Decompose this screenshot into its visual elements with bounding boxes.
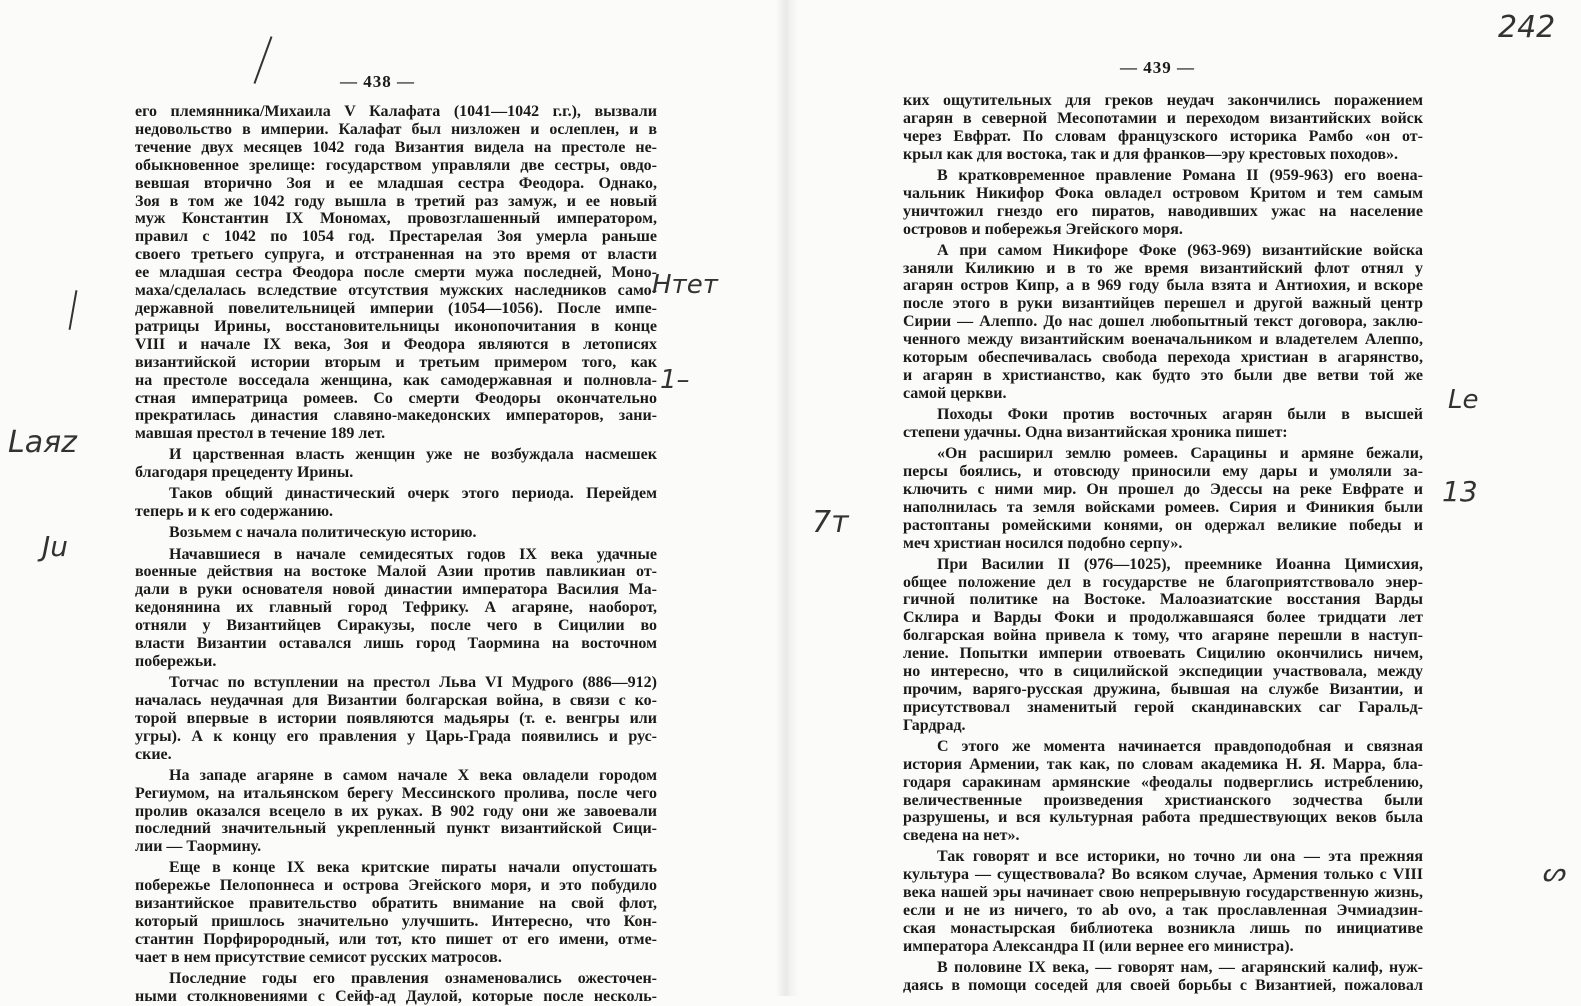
- text-line: ких ощутительных для греков неудач закончились поражением: [903, 92, 1423, 109]
- text-line: вевшая вторично Зоя и ее младшая сестра Феодора. Однако,: [135, 174, 657, 192]
- text-line: ченного между византийским военачальником и владетелем Алеппо,: [903, 331, 1423, 349]
- text-line: персы боялись, и отовсюду приносили ему дары и умоляли за-: [903, 462, 1423, 480]
- text-line: дали в руки основателя новой династии императора Василия Ма-: [135, 581, 657, 599]
- text-line: века нашей эры начинает свою непрерывную государственную жизнь,: [903, 884, 1423, 902]
- text-line: ратрицы Ирины, восстановительницы иконопочитания в конце: [135, 317, 657, 335]
- paragraph: [903, 556, 1423, 735]
- text-line: VIII и начале IX века, Зоя и Феодора являются в летописях: [135, 335, 657, 353]
- text-line: агарян в северной Месопотамии и переходом византийских войск: [903, 109, 1423, 127]
- text-line: державной повелительницей империи (1054—1056). После импе-: [135, 299, 657, 317]
- paragraph: [135, 485, 657, 521]
- text-line: стная императрица ромеев. Со смерти Феодоры окончательно: [135, 389, 657, 407]
- text-line: островов и побережья Эгейского моря.: [903, 220, 1183, 238]
- text-line: византийское правительство обратить внимание на свой флот,: [135, 895, 657, 913]
- handwritten-note: 1–: [660, 365, 690, 395]
- text-line: И царственная власть женщин уже не возбуждала насмешек: [169, 446, 657, 464]
- text-line: В кратковременное правление Романа II (959-963) его воена-: [937, 166, 1423, 184]
- text-line: своего третьего супруга, и отстраненная на это время от власти: [135, 246, 657, 264]
- text-line: обыкновенное зрелище: государством управляли две сестры, овдо-: [135, 156, 657, 174]
- text-line: «Он расширил землю ромеев. Сарацины и армяне бежали,: [937, 444, 1423, 462]
- text-line: Возьмем с начала политическую историю.: [169, 524, 477, 542]
- text-line: муж Константин IX Мономах, провозглашенный императором,: [135, 210, 657, 228]
- text-line: ными столкновениями с Сейф-ад Даулой, которые после несколь-: [135, 988, 657, 1005]
- paragraph: [903, 959, 1423, 995]
- page-number: — 439 —: [1120, 58, 1195, 77]
- paragraph: [903, 92, 1423, 164]
- text-line: Гардрад.: [903, 716, 966, 734]
- text-line: чает в нем присутствие семисот русских матросов.: [135, 949, 502, 966]
- paragraph: [903, 242, 1423, 403]
- text-line: ские.: [135, 745, 172, 763]
- text-line: Тотчас по вступлении на престол Льва VI Мудрого (886—912): [169, 674, 657, 692]
- handwritten-note: Le: [1448, 385, 1479, 415]
- text-line: история Армении, так как, по словам академика Н. Я. Марра, бла-: [903, 755, 1423, 773]
- text-line: крыл как для востока, так и для франков—эру крестовых походов».: [903, 145, 1399, 163]
- text-line: течение двух месяцев 1042 года Византия видела на престоле не-: [135, 138, 657, 156]
- text-line: годаря саракинам армянские «феодалы подверглись истреблению,: [903, 773, 1423, 791]
- text-line: но интересно, что в сицилийской экспедиции участвовала, между: [903, 663, 1423, 681]
- text-line: побережьи.: [135, 652, 217, 670]
- paragraph: [135, 767, 657, 857]
- text-line: степени удачны. Одна византийская хроника пишет:: [903, 423, 1288, 441]
- text-line: растоптаны ромейскими конями, он одержал великие победы и: [903, 516, 1423, 534]
- text-line: византийской истории вторым и третьим примером того, как: [135, 353, 657, 371]
- paragraph: [135, 524, 657, 542]
- text-line: Таков общий династический очерк этого периода. Перейдем: [169, 485, 657, 503]
- text-line: самой церкви.: [903, 384, 1007, 402]
- text-line: присутствовал знаменитый герой скандинавских саг Гаральд-: [903, 698, 1423, 716]
- text-line: последний значительный укрепленный пункт византийской Сици-: [135, 820, 657, 838]
- text-line: после этого в руки византийцев перешел и другой важный центр: [903, 295, 1423, 313]
- text-line: недовольство в империи. Калафат был низложен и ослеплен, и в: [135, 120, 657, 138]
- text-line: При Василии II (976—1025), преемнике Иоанна Цимисхия,: [937, 555, 1423, 573]
- text-line: Так говорят и все историки, но точно ли она — эта прежняя: [937, 848, 1423, 866]
- text-line: величественные произведения христианского зодчества были: [903, 791, 1423, 809]
- paragraph: [903, 167, 1423, 239]
- text-line: Региумом, на итальянском берегу Мессинского пролива, после чего: [135, 784, 657, 802]
- text-line: пролив оказался всецело в их руках. В 902 году они же завоевали: [135, 802, 657, 820]
- handwritten-note: Нтет: [652, 270, 718, 300]
- text-line: стантин Порфирородный, или тот, кто пишет от его имени, отме-: [135, 931, 657, 949]
- text-line: благодаря прецеденту Ирины.: [135, 464, 354, 482]
- text-line: болгарская война привела к тому, что агаряне перешли в наступ-: [903, 627, 1423, 645]
- text-line: и агарян в христианство, как будто это были две ветви той же: [903, 366, 1423, 384]
- handwritten-page-number: 242: [1498, 10, 1556, 45]
- paragraph: [135, 103, 657, 443]
- handwritten-note: Laяz: [8, 425, 77, 460]
- text-line: началась неудачная для Византии болгарская война, в связи с ко-: [135, 691, 657, 709]
- paragraph: [903, 445, 1423, 552]
- text-line: Еще в конце IX века критские пираты начали опустошать: [169, 859, 657, 877]
- text-line: Последние годы его правления ознаменовались ожесточен-: [169, 970, 657, 988]
- paragraph: [135, 446, 657, 482]
- text-line: Зоя в том же 1042 году вышла в третий раз замуж, и ее новый: [135, 192, 657, 210]
- text-line: угры). А к концу его правления у Царь-Града появились и рус-: [135, 727, 657, 745]
- text-line: общее положение дел в государстве не благоприятствовало энер-: [903, 573, 1423, 591]
- text-line: агарян остров Кипр, а в 969 году была взята и Антиохия, и вскоре: [903, 277, 1423, 295]
- text-line: мавшая престол в течение 189 лет.: [135, 425, 386, 443]
- text-line: через Евфрат. По словам французского историка Рамбо «он от-: [903, 127, 1423, 145]
- text-line: гичной политике на Востоке. Малоазиатские восстания Варды: [903, 591, 1423, 609]
- text-line: Походы Фоки против восточных агарян были в высшей: [937, 405, 1423, 423]
- paragraph: [135, 970, 657, 1006]
- text-line: ская монастырская библиотека возникла лишь по инициативе: [903, 920, 1423, 938]
- text-line: торой впервые в истории появляются мадьяры (т. е. венгры или: [135, 709, 657, 727]
- text-line: С этого же момента начинается правдоподобная и связная: [937, 737, 1423, 755]
- handwritten-note: 13: [1442, 475, 1478, 508]
- text-line: правил с 1042 по 1054 год. Престарелая Зоя умерла раньше: [135, 228, 657, 246]
- text-line: маха/сделалась вследствие отсутствия мужских наследников само-: [135, 282, 657, 300]
- paragraph: [903, 406, 1423, 442]
- handwritten-note: ᔕ: [1543, 858, 1567, 888]
- text-line: прекратилась династия славяно-македонских императоров, зани-: [135, 407, 657, 425]
- paragraph: [135, 674, 657, 764]
- text-line: побережье Пелопоннеса и острова Эгейского моря, и это побудило: [135, 877, 657, 895]
- paragraph: [135, 859, 657, 966]
- paragraph: [135, 546, 657, 671]
- text-line: даясь в помощи соседей для своей борьбы с Византией, пожаловал: [903, 977, 1423, 994]
- paragraph: [903, 738, 1423, 845]
- text-line: Склира и Варды Фоки и продолжавшаяся более тридцати лет: [903, 609, 1423, 627]
- text-line: сведена на нет».: [903, 827, 1020, 845]
- text-line: на престоле восседала женщина, как самодержавная и полновла-: [135, 371, 657, 389]
- left-page: [0, 0, 790, 1005]
- text-line: На западе агаряне в самом начале X века овладели городом: [169, 766, 657, 784]
- text-line: ключить с ними мир. Он прошел до Эдессы на реке Евфрате и: [903, 480, 1423, 498]
- text-line: императора Александра II (или вернее его министра).: [903, 938, 1294, 955]
- text-line: отняли у Византийцев Сиракузы, после чего в Сицилии во: [135, 617, 657, 635]
- text-line: кедонянина их главный город Тефрику. А агаряне, наоборот,: [135, 599, 657, 617]
- text-line: А при самом Никифоре Фоке (963-969) византийские войска: [937, 241, 1423, 259]
- text-line: Начавшиеся в начале семидесятых годов IX века удачные: [169, 545, 657, 563]
- text-line: которым обеспечивалась свобода перехода христиан в агарянство,: [903, 349, 1423, 367]
- text-line: ление. Попытки империи отвоевать Сицилию окончились ничем,: [903, 645, 1423, 663]
- paragraph: [903, 848, 1423, 955]
- text-line: чальник Никифор Фока овладел островом Критом и тем самым: [903, 184, 1423, 202]
- page-body-text: [903, 92, 1423, 995]
- text-line: теперь и к его содержанию.: [135, 503, 334, 521]
- page-number: — 438 —: [340, 72, 415, 91]
- text-line: меч христиан носился подобно серпу».: [903, 534, 1183, 552]
- page-body-text: [135, 103, 657, 1006]
- text-line: В половине IX века, — говорят нам, — агарянский калиф, нуж-: [937, 959, 1423, 977]
- text-line: военные действия на востоке Малой Азии против павликиан от-: [135, 563, 657, 581]
- text-line: прочим, варяго-русская дружина, бывшая на службе Византии, и: [903, 680, 1423, 698]
- text-line: разрушены, и вся культурная работа предшествующих веков была: [903, 809, 1423, 827]
- text-line: лии — Таормину.: [135, 838, 262, 856]
- text-line: заняли Киликию и в то же время византийский флот отнял у: [903, 259, 1423, 277]
- text-line: наполнилась та земля войсками ромеев. Сирия и Финикия были: [903, 498, 1423, 516]
- text-line: ее младшая сестра Феодора после смерти мужа последней, Моно-: [135, 264, 657, 282]
- text-line: который пришлось значительно улучшить. Интересно, что Кон-: [135, 913, 657, 931]
- text-line: если и не из ничего, то ab ovo, а так прославленная Эчмиадзин-: [903, 902, 1423, 920]
- text-line: уничтожил гнездо его пиратов, наводивших ужас на население: [903, 202, 1423, 220]
- handwritten-note: 7т: [812, 505, 849, 540]
- text-line: власти Византии оставался лишь город Таормина на восточном: [135, 635, 657, 653]
- text-line: Сирии — Алеппо. До нас дошел любопытный текст договора, заклю-: [903, 313, 1423, 331]
- text-line: культура — существовала? Во всяком случае, Армения только с VIII: [903, 866, 1423, 884]
- handwritten-note: Ju: [42, 530, 69, 563]
- text-line: его племянника/Михаила V Калафата (1041—1042 г.г.), вызвали: [135, 103, 657, 120]
